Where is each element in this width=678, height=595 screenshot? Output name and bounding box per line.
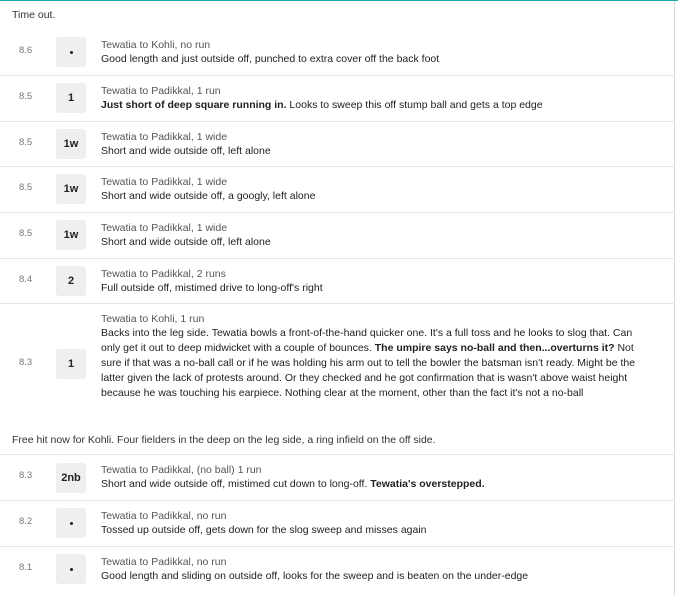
over-number: 8.6 [19, 45, 33, 56]
dot-ball-icon [70, 51, 73, 54]
over-number: 8.3 [19, 470, 33, 481]
ball-row [0, 259, 675, 304]
ball-row [0, 167, 675, 213]
over-number: 8.5 [19, 228, 33, 239]
ball-title: Tewatia to Padikkal, 1 wide [101, 176, 228, 188]
dot-ball-icon [70, 522, 73, 525]
ball-result-badge: 1 [56, 349, 86, 379]
ball-row [0, 122, 675, 167]
ball-result-badge: 2 [56, 266, 86, 296]
ball-description: Just short of deep square running in. Looks to sweep this off stump ball and gets a top edge [101, 99, 543, 111]
ball-description: Good length and just outside off, punched to extra cover off the back foot [101, 53, 440, 65]
over-number: 8.5 [19, 137, 33, 148]
over-number: 8.4 [19, 274, 33, 285]
over-number: 8.3 [19, 357, 33, 368]
ball-result-badge: 2nb [56, 463, 86, 493]
ball-result-badge: 1w [56, 220, 86, 250]
ball-description: Short and wide outside off, a googly, left alone [101, 190, 316, 202]
ball-description: Short and wide outside off, mistimed cut down to long-off. Tewatia's overstepped. [101, 478, 485, 490]
ball-title: Tewatia to Kohli, no run [101, 39, 211, 51]
ball-row [0, 501, 675, 547]
ball-result-badge: 1 [56, 83, 86, 113]
ball-description: Good length and sliding on outside off, looks for the sweep and is beaten on the under-edge [101, 570, 529, 582]
ball-result-badge [56, 508, 86, 538]
ball-title: Tewatia to Kohli, 1 run [101, 313, 205, 325]
ball-title: Tewatia to Padikkal, 1 wide [101, 131, 228, 143]
commentary-feed [0, 1, 675, 595]
ball-row [0, 454, 675, 501]
ball-result-badge [56, 554, 86, 584]
ball-row [0, 304, 675, 426]
ball-description: Short and wide outside off, left alone [101, 145, 271, 157]
dot-ball-icon [70, 568, 73, 571]
ball-description: Short and wide outside off, left alone [101, 236, 271, 248]
ball-result-badge [56, 37, 86, 67]
ball-title: Tewatia to Padikkal, 1 run [101, 85, 221, 97]
ball-row [0, 29, 675, 76]
over-number: 8.5 [19, 182, 33, 193]
ball-row [0, 213, 675, 259]
ball-result-badge: 1w [56, 174, 86, 204]
free-hit-note: Free hit now for Kohli. Four fielders in the deep on the leg side, a ring infield on the off side. [12, 434, 436, 446]
ball-description: Full outside off, mistimed drive to long-off's right [101, 282, 323, 294]
ball-title: Tewatia to Padikkal, no run [101, 510, 227, 522]
over-number: 8.2 [19, 516, 33, 527]
ball-row [0, 547, 675, 593]
over-number: 8.1 [19, 562, 33, 573]
ball-row [0, 76, 675, 122]
ball-title: Tewatia to Padikkal, (no ball) 1 run [101, 464, 262, 476]
over-number: 8.5 [19, 91, 33, 102]
timeout-note: Time out. [12, 9, 56, 21]
ball-description: Tossed up outside off, gets down for the slog sweep and misses again [101, 524, 427, 536]
ball-title: Tewatia to Padikkal, 2 runs [101, 268, 226, 280]
ball-result-badge: 1w [56, 129, 86, 159]
ball-description: Backs into the leg side. Tewatia bowls a front-of-the-hand quicker one. It's a full toss and he looks to slog that. Can only get it out to deep midwicket with a couple of bounces. The umpire says no-ball and then...overturns it? Not sure if that was a no-ball call or if he was holding his arm out to tell the bowler the batsman isn't ready. Might be the latter given the lack of protests around. Or they checked and he got confirmation that is wasn't above waist height because he was touching his earpiece. Nothing clear at the moment, other than the fact it's not a no-ball [101, 327, 636, 399]
ball-title: Tewatia to Padikkal, no run [101, 556, 227, 568]
ball-title: Tewatia to Padikkal, 1 wide [101, 222, 228, 234]
